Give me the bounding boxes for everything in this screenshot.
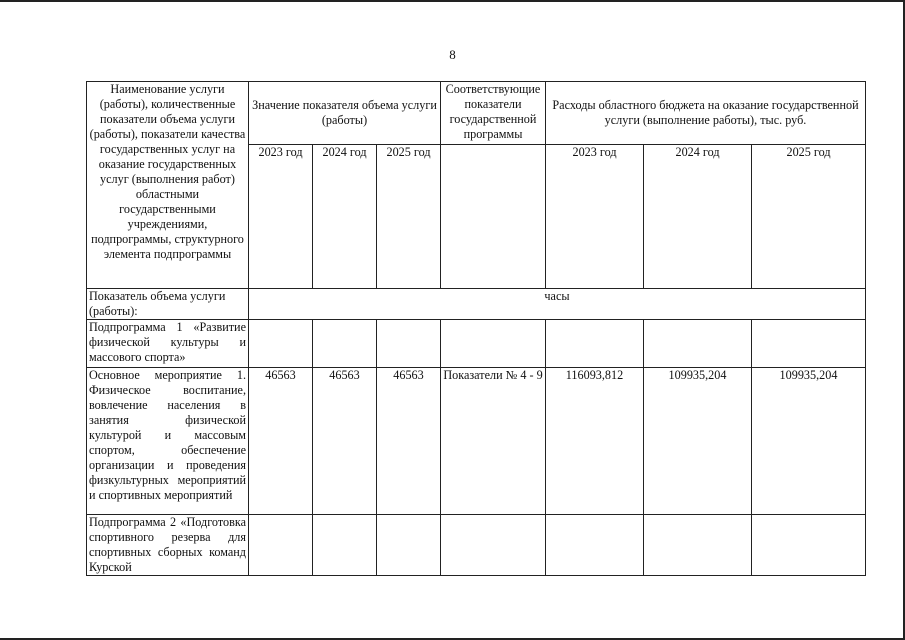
subprogram-2-name: Подпрограмма 2 «Подготовка спортивного резерва для спортивных сборных команд Курской [87, 515, 249, 576]
table-row [87, 320, 866, 368]
page-number: 8 [449, 47, 456, 62]
table-row [87, 515, 866, 576]
table-row [87, 368, 866, 515]
header-name-column: Наименование услуги (работы), количественные показатели объема услуги (работы), показатели качества государственных услуг на оказание государственных услуг (выполнения работ) областными государственными учреждениями, подпрограммы, структурного элемента подпрограммы [87, 82, 249, 289]
empty-cell [441, 320, 546, 368]
budget-value-2023: 116093,812 [546, 368, 644, 515]
header-volume-year: 2025 год [377, 145, 441, 289]
volume-value-2023: 46563 [249, 368, 313, 515]
empty-cell [441, 515, 546, 576]
subprogram-1-name: Подпрограмма 1 «Развитие физической культуры и массового спорта» [87, 320, 249, 368]
empty-cell [752, 320, 866, 368]
empty-cell [644, 515, 752, 576]
header-budget-year: 2024 год [644, 145, 752, 289]
empty-cell [441, 145, 546, 289]
empty-cell [377, 320, 441, 368]
empty-cell [313, 320, 377, 368]
empty-cell [546, 320, 644, 368]
empty-cell [546, 515, 644, 576]
program-indicators-value: Показатели № 4 - 9 [441, 368, 546, 515]
header-budget-year: 2025 год [752, 145, 866, 289]
table-header-row [87, 82, 866, 145]
header-volume-group: Значение показателя объема услуги (работы) [249, 82, 441, 145]
volume-value-2025: 46563 [377, 368, 441, 515]
indicator-unit: часы [249, 289, 866, 320]
indicator-label: Показатель объема услуги (работы): [87, 289, 249, 320]
empty-cell [313, 515, 377, 576]
empty-cell [249, 320, 313, 368]
header-budget-year: 2023 год [546, 145, 644, 289]
volume-value-2024: 46563 [313, 368, 377, 515]
budget-value-2024: 109935,204 [644, 368, 752, 515]
header-volume-year: 2023 год [249, 145, 313, 289]
table-row [87, 289, 866, 320]
empty-cell [377, 515, 441, 576]
header-budget-group: Расходы областного бюджета на оказание государственной услуги (выполнение работы), тыс. руб. [546, 82, 866, 145]
empty-cell [249, 515, 313, 576]
empty-cell [644, 320, 752, 368]
header-volume-year: 2024 год [313, 145, 377, 289]
budget-value-2025: 109935,204 [752, 368, 866, 515]
empty-cell [752, 515, 866, 576]
page-frame-top [0, 0, 905, 2]
header-program-indicators: Соответствующие показатели государственной программы [441, 82, 546, 145]
budget-table [86, 81, 866, 576]
main-event-name: Основное мероприятие 1. Физическое воспитание, вовлечение населения в занятия физической культурой и массовым спортом, обеспечение организации и проведения физкультурных мероприятий и спортивных мероприятий [87, 368, 249, 515]
